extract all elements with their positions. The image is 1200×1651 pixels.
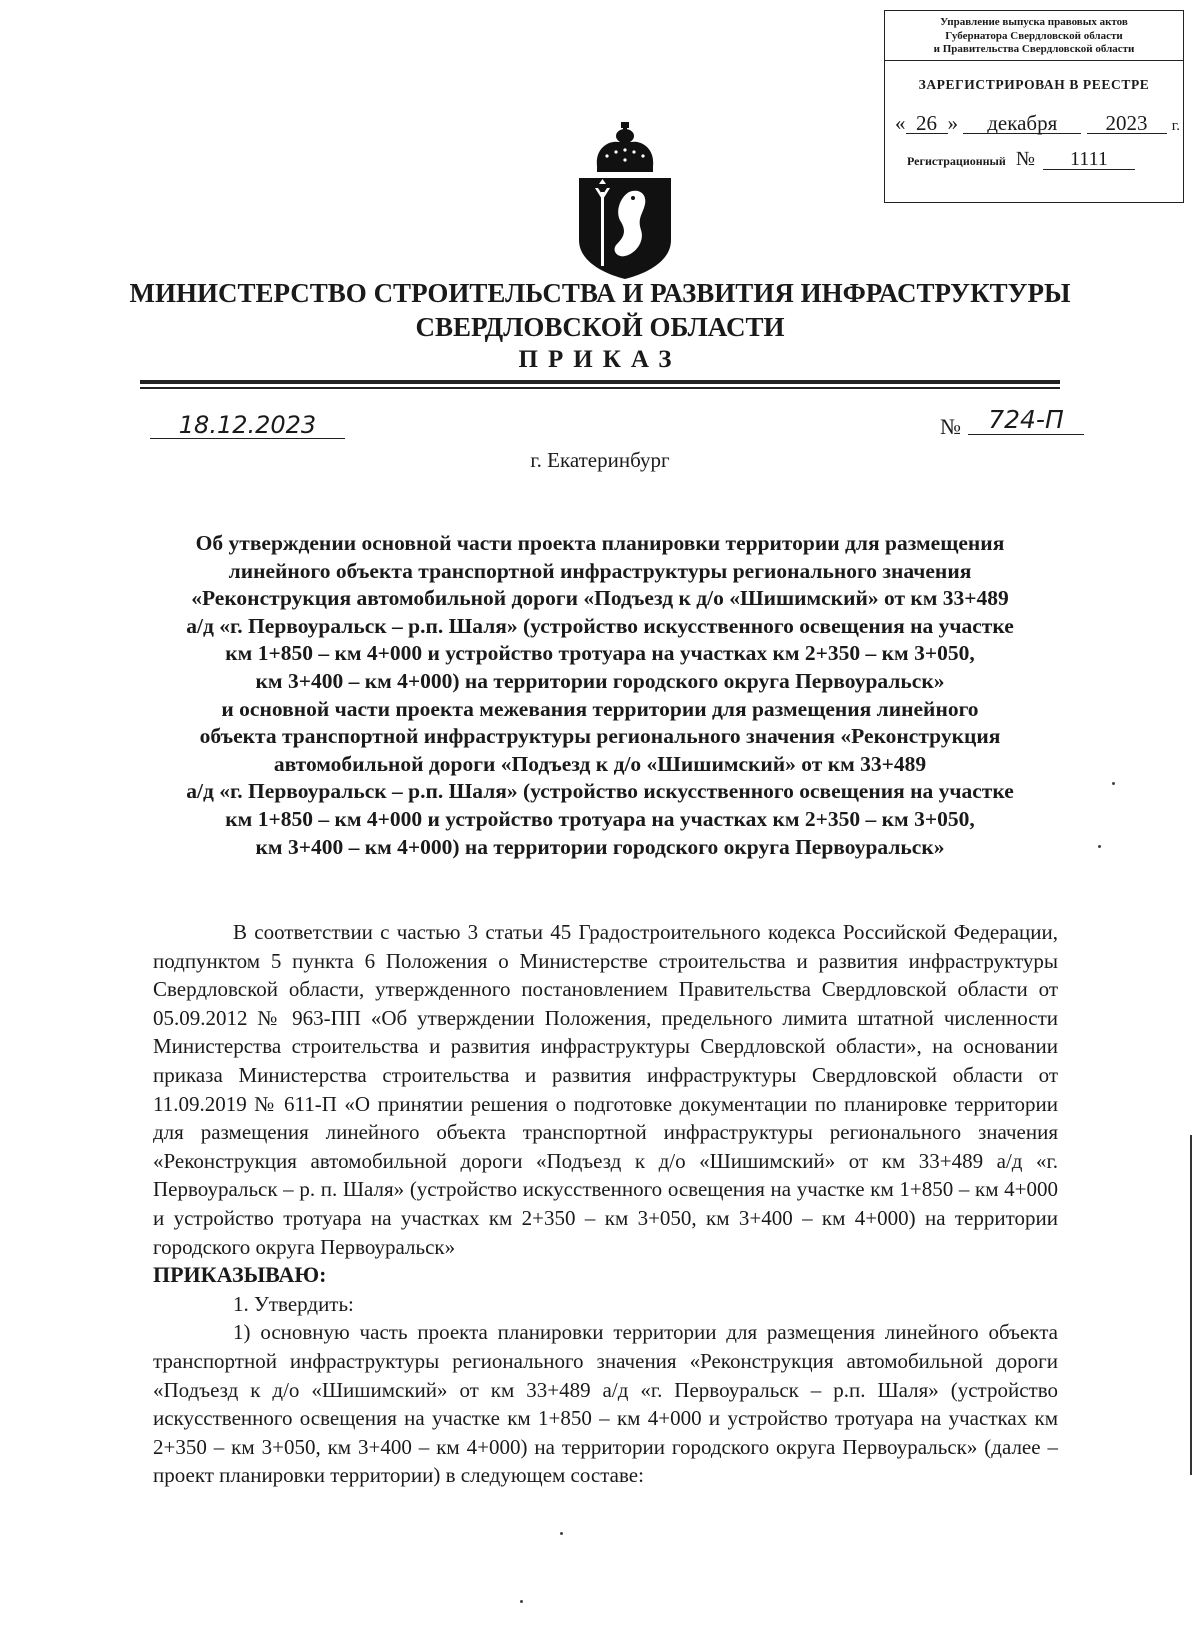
document-type: ПРИКАЗ [518,346,682,373]
title-line: км 1+850 – км 4+000 и устройство тротуара на участках км 2+350 – км 3+050, [225,641,975,666]
registry-day: 26 [906,113,948,134]
city: г. Екатеринбург [530,448,670,472]
preamble-paragraph: В соответствии с частью 3 статьи 45 Градостроительного кодекса Российской Федерации, подпунктом 5 пункта 6 Положения о Министерстве строительства и развития инфраструктуры Свердловской области, утвержденного постановлением Правительства Свердловской области от 05.09.2012 № 963-ПП «Об утверждении Положения, предельного лимита штатной численности Министерства строительства и развития инфраструктуры Свердловской области», на основании приказа Министерства строительства и развития инфраструктуры Свердловской области от 11.09.2019 № 611-П «О принятии решения о подготовке документации по планировке территории для размещения линейного объекта транспортной инфраструктуры регионального значения «Реконструкция автомобильной дороги «Подъезд к д/о «Шишимский» от км 33+489 а/д «г. Первоуральск – р. п. Шаля» (устройство искусственного освещения на участке км 1+850 – км 4+000 и устройство тротуара на участках км 2+350 – км 3+050, км 3+400 – км 4+000) на территории городского округа Первоуральск» [153,920,1058,1259]
title-line: объекта транспортной инфраструктуры регионального значения «Реконструкция [199,724,1001,749]
scan-speck [560,1532,563,1535]
title-line: а/д «г. Первоуральск – р.п. Шаля» (устройство искусственного освещения на участке [186,779,1014,804]
order-number-sign: № [940,414,961,439]
registry-header-line: Управление выпуска правовых актов [940,16,1128,28]
title-line: автомобильной дороги «Подъезд к д/о «Шишимский» от км 33+489 [273,751,927,776]
scan-speck [1112,782,1115,785]
decree-heading: ПРИКАЗЫВАЮ: [153,1262,327,1288]
registry-header-line: и Правительства Свердловской области [933,43,1135,55]
registry-number: 1111 [1043,149,1135,170]
scan-edge-line [1190,1135,1192,1475]
registry-title: ЗАРЕГИСТРИРОВАН В РЕЕСТРЕ [918,77,1150,92]
registry-month: декабря [963,113,1081,134]
registry-header-line: Губернатора Свердловской области [945,29,1123,42]
item-1: 1. Утвердить: [233,1291,354,1316]
scan-speck [520,1600,523,1603]
registry-number-sign: № [1015,148,1035,170]
registry-number-row [885,148,1183,171]
header-divider [140,387,1060,389]
registry-close-quote: » [947,111,958,135]
order-date: 18.12.2023 [150,412,345,439]
title-line: км 3+400 – км 4+000) на территории городского округа Первоуральск» [255,834,945,859]
item-1-1: 1) основную часть проекта планировки территории для размещения линейного объекта транспортной инфраструктуры регионального значения «Реконструкция автомобильной дороги «Подъезд к д/о «Шишимский» от км 33+489 а/д «г. Первоуральск – р.п. Шаля» (устройство искусственного освещения на участке км 1+850 – км 4+000 и устройство тротуара на участках км 2+350 – км 3+050, км 3+400 – км 4+000) на территории городского округа Первоуральск» (далее – проект планировки территории) в следующем составе: [153,1320,1058,1488]
registry-number-label: Регистрационный [907,154,1006,168]
registry-stamp-header [885,11,1183,61]
registry-stamp [884,10,1184,203]
title-line: «Реконструкция автомобильной дороги «Подъезд к д/о «Шишимский» от км 33+489 [191,586,1009,611]
title-line: линейного объекта транспортной инфраструктуры регионального значения [228,558,972,583]
title-line: км 1+850 – км 4+000 и устройство тротуара на участках км 2+350 – км 3+050, [225,806,975,831]
title-line: км 3+400 – км 4+000) на территории городского округа Первоуральск» [255,668,945,693]
coat-of-arms-icon [575,122,675,280]
registry-year: 2023 [1087,113,1167,134]
title-line: Об утверждении основной части проекта планировки территории для размещения [195,531,1005,555]
title-line: а/д «г. Первоуральск – р.п. Шаля» (устройство искусственного освещения на участке [186,613,1014,638]
order-body [153,918,1058,1490]
registry-open-quote: « [895,111,906,135]
title-line: и основной части проекта межевания территории для размещения линейного [221,696,979,721]
ministry-name-line: СВЕРДЛОВСКОЙ ОБЛАСТИ [415,312,785,342]
header-divider [140,380,1060,384]
ministry-name-line: МИНИСТЕРСТВО СТРОИТЕЛЬСТВА И РАЗВИТИЯ ИНФРАСТРУКТУРЫ [129,278,1071,308]
order-number: 724-П [968,406,1084,435]
ministry-name [100,276,1100,344]
order-title [140,530,1060,861]
registry-year-suffix: г. [1171,118,1180,134]
scan-speck [1098,845,1101,848]
registry-date [885,111,1183,136]
